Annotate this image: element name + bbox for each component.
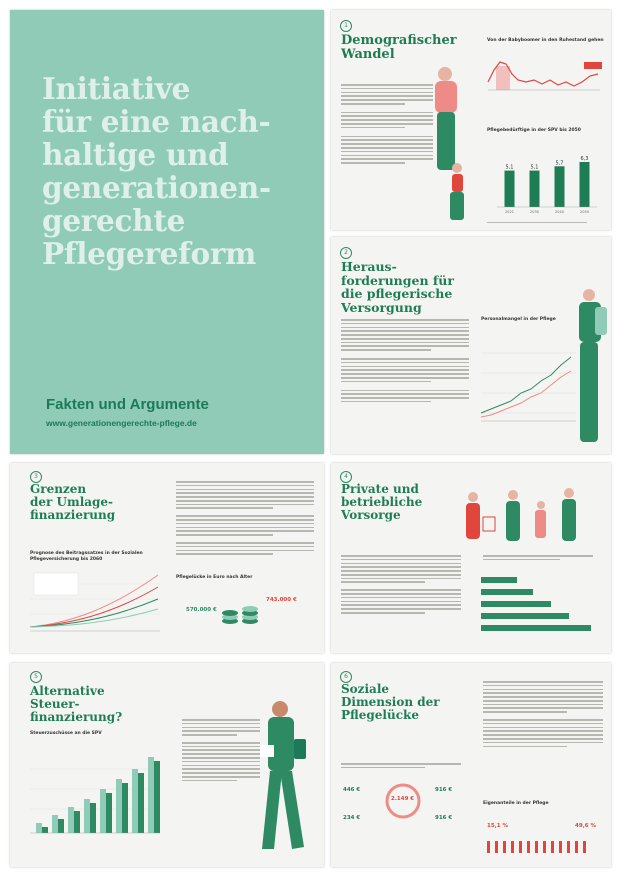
cover-subtitle: Fakten und Argumente — [46, 396, 209, 413]
cover-url-link[interactable]: www.generationengerechte-pflege.de — [46, 418, 197, 428]
page-grenzen-umlagefinanzierung — [10, 463, 324, 653]
chart-spv-title: Pflegebedürftige in der SPV bis 2050 — [487, 128, 581, 133]
chart-nurses-title: Personalmangel in der Pflege — [481, 317, 556, 322]
cover-title-line: gerechte — [42, 203, 186, 238]
cover-title — [42, 72, 312, 270]
page-private-vorsorge — [331, 463, 611, 653]
chart-births — [488, 52, 603, 97]
cover-page — [10, 10, 324, 454]
amount-left: 570.000 € — [186, 607, 217, 613]
spv-tick-label: 2040 — [555, 210, 564, 214]
illustration-family — [461, 477, 601, 549]
cover-title-line: Pflegereform — [42, 236, 257, 271]
page-title: Soziale Dimension der Pflegelücke — [341, 682, 440, 722]
chart-births-title: Von der Babyboomer in den Ruhestand gehen — [487, 38, 604, 43]
spv-bar — [555, 166, 565, 207]
infographic-caption — [341, 763, 461, 771]
chart-coverage-title: Pflegelücke in Euro nach Alter — [176, 575, 253, 580]
chart-tax-title: Steuerzuschüsse an die SPV — [30, 731, 102, 736]
page-number: 3 — [30, 471, 42, 483]
page-number: 4 — [340, 471, 352, 483]
body-text — [483, 681, 603, 749]
page-number: 5 — [30, 671, 42, 683]
illustration-caregiver — [571, 287, 611, 454]
chart-tax — [30, 749, 162, 849]
amount-top-right: 916 € — [435, 787, 453, 793]
chart-gap — [487, 833, 597, 855]
cover-title-line: Initiative — [42, 71, 191, 106]
chart-contribution — [30, 569, 162, 639]
amount-center: 2.149 € — [391, 796, 415, 802]
spv-bar — [530, 171, 540, 207]
amount-bottom-right: 916 € — [435, 815, 453, 821]
spv-bar-label: 5,1 — [530, 164, 539, 171]
page-soziale-dimension — [331, 663, 611, 867]
amount-bottom-left: 234 € — [343, 815, 361, 821]
page-number: 2 — [340, 247, 352, 259]
chart-spv — [497, 145, 597, 215]
page-title: Alternative Steuer- finanzierung? — [30, 684, 123, 724]
page-title: Private und betriebliche Vorsorge — [341, 482, 423, 522]
page-title: Grenzen der Umlage- finanzierung — [30, 482, 116, 522]
illustration-man-walking — [254, 699, 314, 867]
chart-gap-title: Eigenanteile in der Pflege — [483, 801, 549, 806]
page-steuerfinanzierung — [10, 663, 324, 867]
page-demografischer-wandel — [331, 10, 611, 230]
page-number: 1 — [340, 20, 352, 32]
body-text — [341, 319, 469, 405]
footnote — [487, 222, 587, 223]
chart-nurses — [481, 333, 581, 433]
amount-top-left: 446 € — [343, 787, 361, 793]
percent-start: 15,1 % — [487, 823, 508, 829]
spv-tick-label: 2021 — [505, 210, 514, 214]
chart-provision-title — [483, 555, 593, 563]
body-text — [341, 555, 461, 616]
body-text — [341, 84, 433, 166]
chart-contribution-title: Prognose des Beitragssatzes in der Sozialen Pflegeversicherung bis 2060 — [30, 551, 143, 562]
cover-title-line: für eine nach- — [42, 104, 271, 139]
body-text — [176, 481, 314, 557]
spv-tick-label: 2050 — [580, 210, 589, 214]
spv-bar — [505, 171, 515, 207]
percent-end: 49,6 % — [575, 823, 596, 829]
cover-title-line: haltige und — [42, 137, 229, 172]
body-text — [182, 719, 260, 784]
spv-bar-label: 5,1 — [505, 164, 514, 171]
spv-bar — [580, 162, 590, 207]
spv-bar-label: 6,3 — [580, 156, 589, 162]
spv-tick-label: 2030 — [530, 210, 539, 214]
page-title: Heraus- forderungen für die pflegerische Versorgung — [341, 259, 454, 315]
page-number: 6 — [340, 671, 352, 683]
illustration-senior-and-child — [427, 66, 487, 230]
amount-right: 743.000 € — [266, 597, 297, 603]
spv-bar-label: 5,7 — [555, 160, 564, 167]
page-herausforderungen — [331, 237, 611, 454]
cover-title-line: generationen- — [42, 170, 271, 205]
page-title: Demografischer Wandel — [341, 33, 457, 62]
chart-provision — [481, 571, 599, 641]
